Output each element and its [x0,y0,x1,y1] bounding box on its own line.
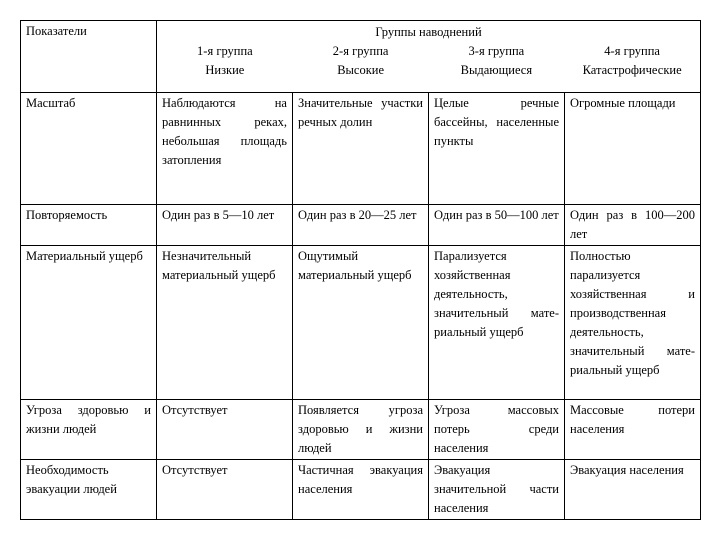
table-cell [157,400,293,460]
row-label [21,205,157,246]
row-label-text: Материальный ущерб [26,249,143,263]
table-cell [429,400,565,460]
group-name: 1-я группа [197,44,253,58]
cell-text: Появляется угроза здоровью и жизни людей [298,403,423,455]
group-type: Катастрофические [582,63,682,77]
group-caption: Группы наводнений [375,25,482,39]
cell-text: Отсутствует [162,463,228,477]
table-row [21,205,701,246]
table-cell [429,205,565,246]
cell-text: Целые речные бассейны, населенные пункты [434,96,559,148]
table-cell [293,400,429,460]
groups-header-cell [157,21,701,93]
group-header-2 [293,42,429,80]
cell-text: Частичная эвакуация населения [298,463,423,496]
row-label [21,246,157,400]
group-name: 2-я группа [332,44,389,58]
corner-cell [21,21,157,93]
table-cell [157,460,293,520]
table-cell [293,93,429,205]
row-label-text: Необходимость эвакуации людей [26,463,117,496]
group-name: 4-я группа [604,44,660,58]
table-cell [293,246,429,400]
row-label-text: Повторяемость [26,208,108,222]
cell-text: Эвакуация населения [570,463,684,477]
corner-label: Показатели [26,24,87,38]
table-cell [565,400,701,460]
cell-text: Один раз в 20—25 лет [298,208,417,222]
table-cell [565,246,701,400]
cell-text: Угроза массовых потерь среди населения [434,403,559,455]
row-label-text: Угроза здоровью и жизни людей [26,403,151,436]
table-cell [157,93,293,205]
group-type: Низкие [205,63,245,77]
cell-text: Значительные участки речных долин [298,96,423,129]
table-cell [293,460,429,520]
cell-text: Незначительный материальный ущерб [162,249,276,282]
table-cell [429,246,565,400]
table-cell [429,460,565,520]
table-row [21,246,701,400]
header-row [21,21,701,93]
table-cell [157,246,293,400]
cell-text: Ощутимый материальный ущерб [298,249,412,282]
row-label [21,460,157,520]
table-cell [565,460,701,520]
group-header-3 [429,42,565,80]
table-cell [429,93,565,205]
cell-text: Парализуется хозяйственная деятельность, значительный мате-риальный ущерб [434,249,559,339]
group-header-4 [564,42,700,80]
group-name: 3-я группа [468,44,525,58]
cell-text: Один раз в 5—10 лет [162,208,275,222]
table-cell [293,205,429,246]
group-type: Высокие [337,63,385,77]
cell-text: Отсутствует [162,403,228,417]
table-cell [157,205,293,246]
table-row [21,400,701,460]
row-label [21,400,157,460]
cell-text: Один раз в 50—100 лет [434,208,559,222]
cell-text: Наблюдаются на равнинных реках, небольшая площадь затопления [162,96,287,167]
cell-text: Полностью парализуется хозяйственная и производственная деятельность, значительный мате-риальный ущерб [570,249,695,377]
cell-text: Эвакуация значительной части населения [434,463,559,515]
group-header-1 [157,42,293,80]
cell-text: Огромные площади [570,96,676,110]
table-row [21,460,701,520]
cell-text: Один раз в 100—200 лет [570,208,695,241]
table-cell [565,93,701,205]
table-cell [565,205,701,246]
table-row [21,93,701,205]
group-type: Выдающиеся [460,63,533,77]
row-label [21,93,157,205]
floods-table [20,20,701,520]
cell-text: Массовые потери населения [570,403,695,436]
row-label-text: Масштаб [26,96,76,110]
